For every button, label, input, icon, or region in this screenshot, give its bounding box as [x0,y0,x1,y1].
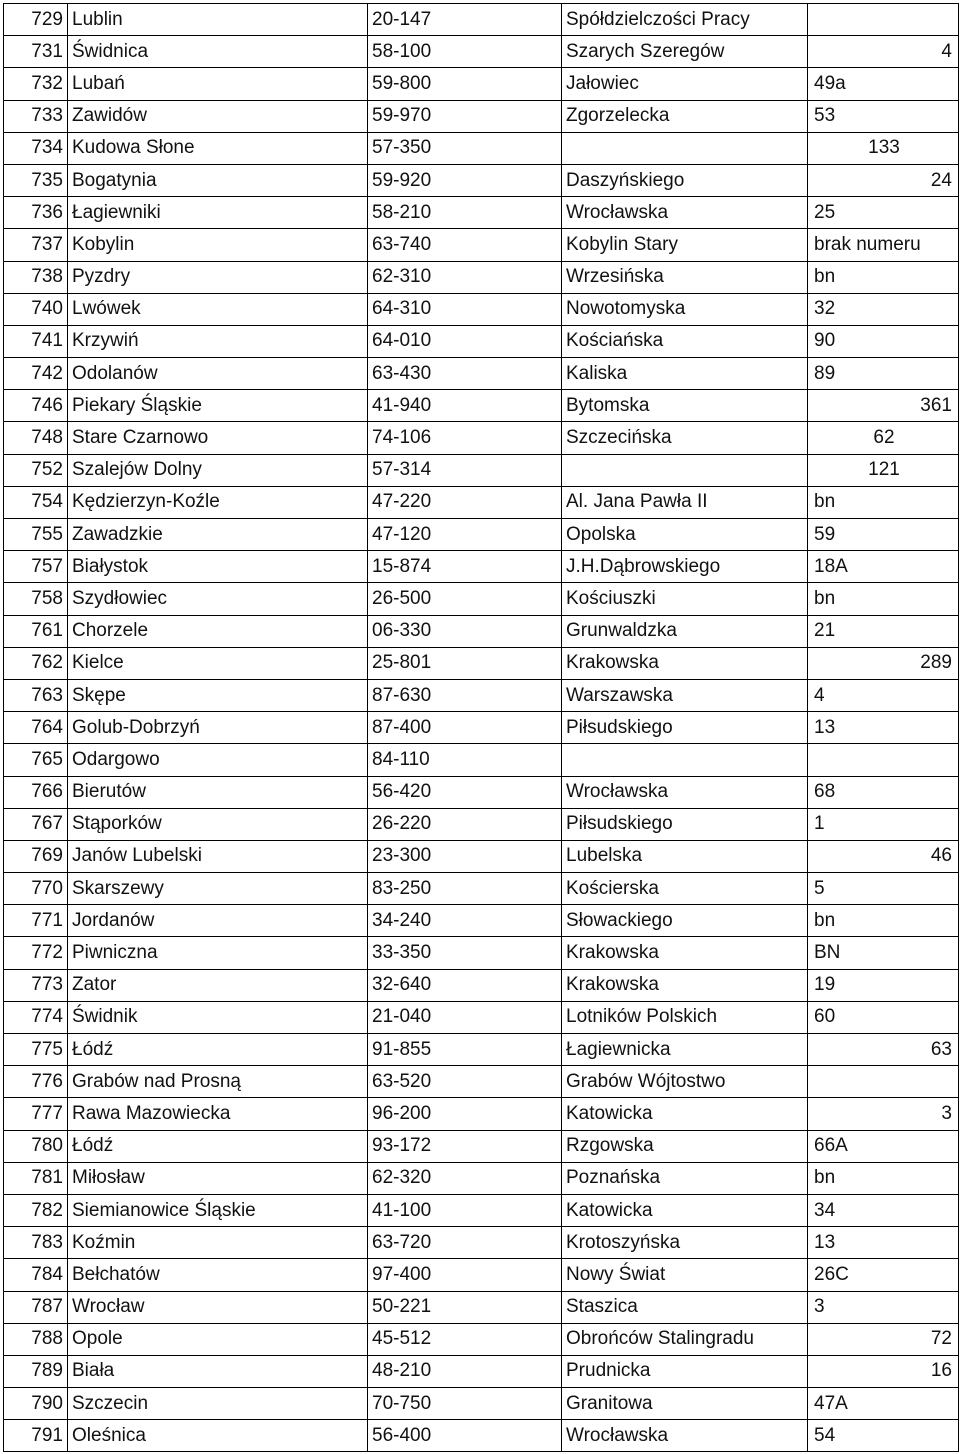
row-id: 757 [4,551,68,583]
house-number-cell: 13 [808,1227,959,1259]
city-cell: Skępe [68,679,368,711]
row-id: 754 [4,486,68,518]
table-row [4,1098,959,1130]
row-id: 738 [4,261,68,293]
table-row [4,261,959,293]
house-number-cell [808,1066,959,1098]
city-cell: Jordanów [68,905,368,937]
postal-code-cell: 93-172 [368,1130,562,1162]
city-cell: Kielce [68,647,368,679]
postal-code-cell: 74-106 [368,422,562,454]
row-id: 773 [4,969,68,1001]
street-cell: Staszica [562,1291,808,1323]
street-cell: Wrocławska [562,197,808,229]
house-number-cell: 34 [808,1194,959,1226]
house-number-cell: 289 [808,647,959,679]
postal-code-cell: 84-110 [368,744,562,776]
street-cell: Opolska [562,519,808,551]
street-cell: Słowackiego [562,905,808,937]
postal-code-cell: 63-520 [368,1066,562,1098]
row-id: 742 [4,358,68,390]
postal-code-cell: 59-920 [368,164,562,196]
row-id: 784 [4,1259,68,1291]
row-id: 748 [4,422,68,454]
city-cell: Odolanów [68,358,368,390]
house-number-cell: 19 [808,969,959,1001]
postal-code-cell: 63-430 [368,358,562,390]
row-id: 758 [4,583,68,615]
street-cell: Granitowa [562,1388,808,1420]
street-cell [562,454,808,486]
street-cell: Katowicka [562,1098,808,1130]
house-number-cell: 26C [808,1259,959,1291]
house-number-cell: 3 [808,1098,959,1130]
postal-code-cell: 41-940 [368,390,562,422]
table-row [4,164,959,196]
postal-code-cell: 06-330 [368,615,562,647]
table-row [4,293,959,325]
city-cell: Szydłowiec [68,583,368,615]
row-id: 767 [4,808,68,840]
postal-code-cell: 96-200 [368,1098,562,1130]
row-id: 734 [4,132,68,164]
street-cell: Bytomska [562,390,808,422]
street-cell: Szarych Szeregów [562,36,808,68]
postal-code-cell: 32-640 [368,969,562,1001]
city-cell: Janów Lubelski [68,840,368,872]
table-row [4,776,959,808]
street-cell: Wrocławska [562,1420,808,1452]
house-number-cell: 25 [808,197,959,229]
postal-code-cell: 64-010 [368,325,562,357]
table-row [4,583,959,615]
city-cell: Grabów nad Prosną [68,1066,368,1098]
city-cell: Skarszewy [68,873,368,905]
table-row [4,840,959,872]
house-number-cell: brak numeru [808,229,959,261]
house-number-cell: 121 [808,454,959,486]
house-number-cell: 24 [808,164,959,196]
city-cell: Pyzdry [68,261,368,293]
row-id: 789 [4,1355,68,1387]
city-cell: Miłosław [68,1162,368,1194]
postal-code-cell: 62-320 [368,1162,562,1194]
table-row [4,1420,959,1452]
address-table [3,3,959,1452]
row-id: 736 [4,197,68,229]
table-row [4,4,959,36]
street-cell: Piłsudskiego [562,808,808,840]
postal-code-cell: 58-210 [368,197,562,229]
street-cell: J.H.Dąbrowskiego [562,551,808,583]
table-row [4,1388,959,1420]
city-cell: Odargowo [68,744,368,776]
city-cell: Szczecin [68,1388,368,1420]
table-row [4,615,959,647]
street-cell [562,744,808,776]
house-number-cell: 54 [808,1420,959,1452]
table-row [4,1323,959,1355]
row-id: 763 [4,679,68,711]
row-id: 783 [4,1227,68,1259]
postal-code-cell: 47-220 [368,486,562,518]
house-number-cell: 46 [808,840,959,872]
city-cell: Zawadzkie [68,519,368,551]
postal-code-cell: 33-350 [368,937,562,969]
street-cell: Łagiewnicka [562,1034,808,1066]
table-row [4,390,959,422]
postal-code-cell: 59-970 [368,100,562,132]
table-row [4,873,959,905]
house-number-cell: 47A [808,1388,959,1420]
house-number-cell: bn [808,583,959,615]
postal-code-cell: 47-120 [368,519,562,551]
city-cell: Chorzele [68,615,368,647]
row-id: 741 [4,325,68,357]
street-cell: Warszawska [562,679,808,711]
row-id: 769 [4,840,68,872]
postal-code-cell: 97-400 [368,1259,562,1291]
street-cell: Obrońców Stalingradu [562,1323,808,1355]
house-number-cell [808,4,959,36]
street-cell: Jałowiec [562,68,808,100]
house-number-cell: bn [808,905,959,937]
city-cell: Lwówek [68,293,368,325]
table-row [4,712,959,744]
table-row [4,132,959,164]
table-row [4,229,959,261]
table-row [4,1130,959,1162]
postal-code-cell: 63-740 [368,229,562,261]
street-cell: Krakowska [562,937,808,969]
row-id: 774 [4,1001,68,1033]
table-row [4,100,959,132]
city-cell: Rawa Mazowiecka [68,1098,368,1130]
row-id: 733 [4,100,68,132]
house-number-cell: 3 [808,1291,959,1323]
house-number-cell: 62 [808,422,959,454]
table-row [4,1066,959,1098]
city-cell: Lubań [68,68,368,100]
house-number-cell: 18A [808,551,959,583]
house-number-cell: 60 [808,1001,959,1033]
street-cell: Grabów Wójtostwo [562,1066,808,1098]
row-id: 732 [4,68,68,100]
house-number-cell [808,744,959,776]
row-id: 740 [4,293,68,325]
table-row [4,36,959,68]
table-row [4,1162,959,1194]
city-cell: Białystok [68,551,368,583]
street-cell: Rzgowska [562,1130,808,1162]
house-number-cell: bn [808,486,959,518]
city-cell: Opole [68,1323,368,1355]
house-number-cell: bn [808,261,959,293]
row-id: 762 [4,647,68,679]
house-number-cell: 89 [808,358,959,390]
postal-code-cell: 62-310 [368,261,562,293]
city-cell: Oleśnica [68,1420,368,1452]
row-id: 766 [4,776,68,808]
street-cell: Kościuszki [562,583,808,615]
table-row [4,1259,959,1291]
postal-code-cell: 50-221 [368,1291,562,1323]
city-cell: Krzywiń [68,325,368,357]
table-row [4,679,959,711]
postal-code-cell: 59-800 [368,68,562,100]
table-row [4,358,959,390]
house-number-cell: 32 [808,293,959,325]
city-cell: Bełchatów [68,1259,368,1291]
postal-code-cell: 15-874 [368,551,562,583]
street-cell [562,132,808,164]
table-row [4,68,959,100]
postal-code-cell: 63-720 [368,1227,562,1259]
city-cell: Łagiewniki [68,197,368,229]
postal-code-cell: 64-310 [368,293,562,325]
table-row [4,1194,959,1226]
house-number-cell: 21 [808,615,959,647]
table-row [4,744,959,776]
row-id: 731 [4,36,68,68]
street-cell: Al. Jana Pawła II [562,486,808,518]
postal-code-cell: 56-400 [368,1420,562,1452]
row-id: 771 [4,905,68,937]
row-id: 761 [4,615,68,647]
row-id: 735 [4,164,68,196]
street-cell: Kobylin Stary [562,229,808,261]
house-number-cell: 4 [808,679,959,711]
row-id: 776 [4,1066,68,1098]
street-cell: Grunwaldzka [562,615,808,647]
postal-code-cell: 25-801 [368,647,562,679]
house-number-cell: 4 [808,36,959,68]
street-cell: Szczecińska [562,422,808,454]
table-row [4,937,959,969]
postal-code-cell: 87-400 [368,712,562,744]
city-cell: Koźmin [68,1227,368,1259]
row-id: 770 [4,873,68,905]
postal-code-cell: 56-420 [368,776,562,808]
city-cell: Świdnik [68,1001,368,1033]
street-cell: Lubelska [562,840,808,872]
row-id: 765 [4,744,68,776]
row-id: 787 [4,1291,68,1323]
postal-code-cell: 23-300 [368,840,562,872]
postal-code-cell: 91-855 [368,1034,562,1066]
table-row [4,647,959,679]
street-cell: Wrocławska [562,776,808,808]
city-cell: Szalejów Dolny [68,454,368,486]
street-cell: Krakowska [562,647,808,679]
table-row [4,1034,959,1066]
street-cell: Poznańska [562,1162,808,1194]
street-cell: Spółdzielczości Pracy [562,4,808,36]
table-row [4,1291,959,1323]
row-id: 746 [4,390,68,422]
city-cell: Łódź [68,1034,368,1066]
table-row [4,969,959,1001]
street-cell: Nowy Świat [562,1259,808,1291]
postal-code-cell: 83-250 [368,873,562,905]
street-cell: Nowotomyska [562,293,808,325]
house-number-cell: 361 [808,390,959,422]
row-id: 772 [4,937,68,969]
house-number-cell: 16 [808,1355,959,1387]
house-number-cell: BN [808,937,959,969]
postal-code-cell: 41-100 [368,1194,562,1226]
house-number-cell: 49a [808,68,959,100]
table-row [4,905,959,937]
table-row [4,454,959,486]
city-cell: Świdnica [68,36,368,68]
row-id: 752 [4,454,68,486]
house-number-cell: 59 [808,519,959,551]
house-number-cell: bn [808,1162,959,1194]
table-row [4,1001,959,1033]
table-row [4,486,959,518]
postal-code-cell: 34-240 [368,905,562,937]
row-id: 764 [4,712,68,744]
house-number-cell: 66A [808,1130,959,1162]
postal-code-cell: 48-210 [368,1355,562,1387]
street-cell: Piłsudskiego [562,712,808,744]
table-row [4,1355,959,1387]
city-cell: Kobylin [68,229,368,261]
table-row [4,551,959,583]
postal-code-cell: 21-040 [368,1001,562,1033]
city-cell: Biała [68,1355,368,1387]
city-cell: Łódź [68,1130,368,1162]
city-cell: Kudowa Słone [68,132,368,164]
street-cell: Kaliska [562,358,808,390]
row-id: 782 [4,1194,68,1226]
row-id: 737 [4,229,68,261]
house-number-cell: 72 [808,1323,959,1355]
city-cell: Stąporków [68,808,368,840]
row-id: 781 [4,1162,68,1194]
house-number-cell: 133 [808,132,959,164]
postal-code-cell: 26-220 [368,808,562,840]
house-number-cell: 68 [808,776,959,808]
city-cell: Bogatynia [68,164,368,196]
city-cell: Siemianowice Śląskie [68,1194,368,1226]
postal-code-cell: 20-147 [368,4,562,36]
row-id: 780 [4,1130,68,1162]
city-cell: Wrocław [68,1291,368,1323]
street-cell: Krotoszyńska [562,1227,808,1259]
postal-code-cell: 58-100 [368,36,562,68]
street-cell: Wrzesińska [562,261,808,293]
postal-code-cell: 87-630 [368,679,562,711]
table-row [4,1227,959,1259]
city-cell: Piekary Śląskie [68,390,368,422]
street-cell: Zgorzelecka [562,100,808,132]
postal-code-cell: 57-350 [368,132,562,164]
street-cell: Kościańska [562,325,808,357]
street-cell: Kościerska [562,873,808,905]
table-row [4,519,959,551]
address-table-body [4,4,959,1452]
house-number-cell: 90 [808,325,959,357]
row-id: 791 [4,1420,68,1452]
city-cell: Zator [68,969,368,1001]
house-number-cell: 1 [808,808,959,840]
row-id: 788 [4,1323,68,1355]
table-row [4,422,959,454]
street-cell: Prudnicka [562,1355,808,1387]
house-number-cell: 63 [808,1034,959,1066]
row-id: 777 [4,1098,68,1130]
postal-code-cell: 57-314 [368,454,562,486]
table-row [4,808,959,840]
city-cell: Piwniczna [68,937,368,969]
postal-code-cell: 45-512 [368,1323,562,1355]
table-row [4,197,959,229]
house-number-cell: 13 [808,712,959,744]
postal-code-cell: 26-500 [368,583,562,615]
row-id: 755 [4,519,68,551]
row-id: 775 [4,1034,68,1066]
house-number-cell: 53 [808,100,959,132]
table-row [4,325,959,357]
street-cell: Lotników Polskich [562,1001,808,1033]
city-cell: Golub-Dobrzyń [68,712,368,744]
city-cell: Stare Czarnowo [68,422,368,454]
city-cell: Lublin [68,4,368,36]
street-cell: Krakowska [562,969,808,1001]
street-cell: Daszyńskiego [562,164,808,196]
row-id: 729 [4,4,68,36]
city-cell: Bierutów [68,776,368,808]
city-cell: Kędzierzyn-Koźle [68,486,368,518]
street-cell: Katowicka [562,1194,808,1226]
house-number-cell: 5 [808,873,959,905]
row-id: 790 [4,1388,68,1420]
postal-code-cell: 70-750 [368,1388,562,1420]
city-cell: Zawidów [68,100,368,132]
